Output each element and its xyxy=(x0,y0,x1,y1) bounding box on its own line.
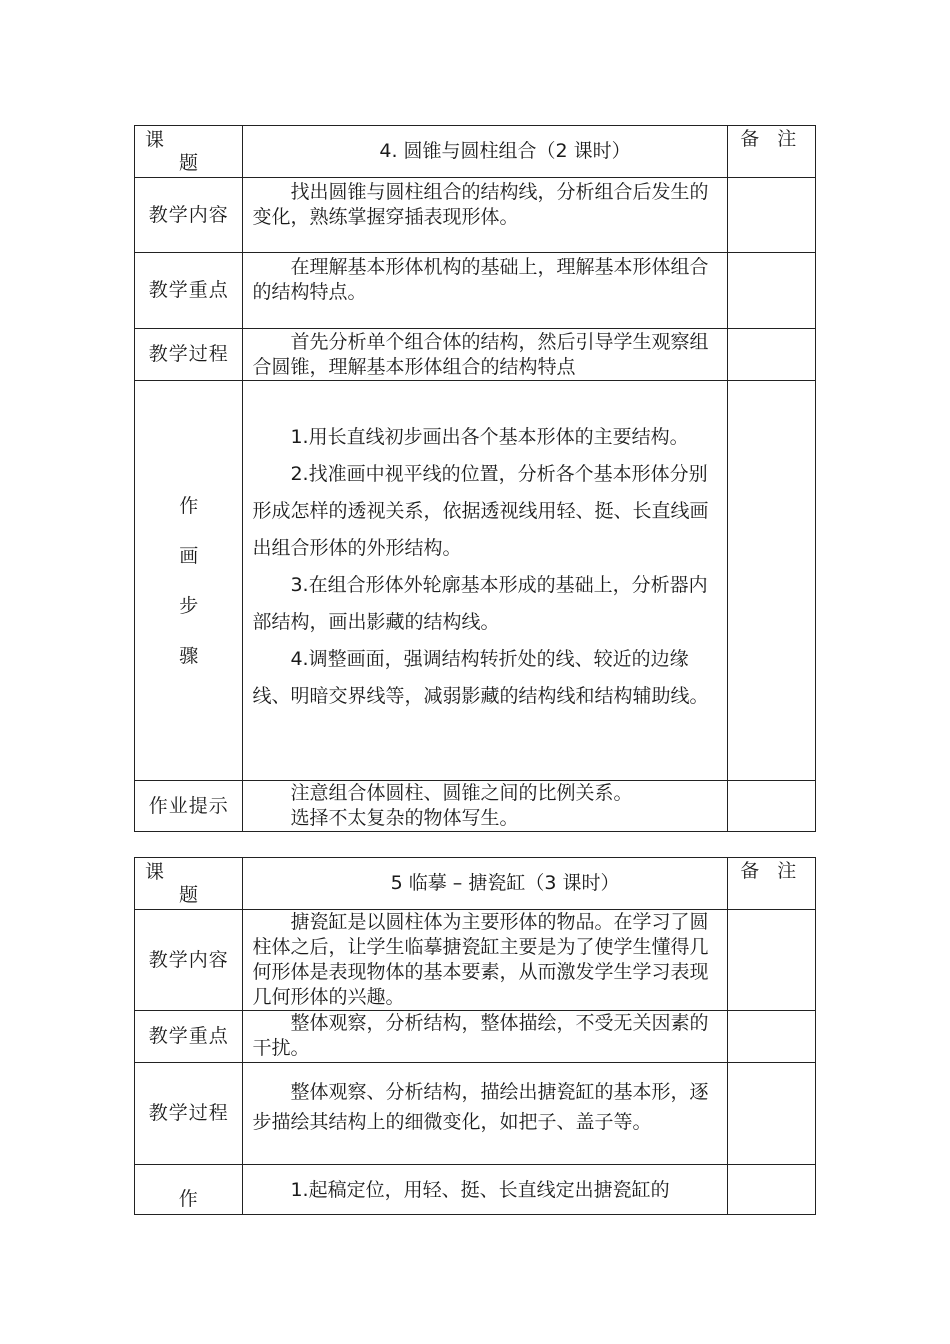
focus-cell xyxy=(243,253,727,329)
notes-cell xyxy=(727,381,815,781)
process-cell xyxy=(243,329,727,381)
process-label: 教学过程 xyxy=(135,1063,243,1165)
process-text: 首先分析单个组合体的结构，然后引导学生观察组合圆锥，理解基本形体组合的结构特点 xyxy=(252,331,709,378)
homework-row xyxy=(135,781,816,832)
process-cell xyxy=(243,1063,727,1165)
topic-label-char-1: 课 xyxy=(145,129,165,151)
notes-cell xyxy=(727,253,815,329)
topic-row xyxy=(135,858,816,910)
notes-cell xyxy=(727,178,815,253)
content-label: 教学内容 xyxy=(135,910,243,1011)
focus-cell xyxy=(243,1011,727,1063)
content-text: 找出圆锥与圆柱组合的结构线，分析组合后发生的变化，熟练掌握穿插表现形体。 xyxy=(252,181,709,228)
notes-cell xyxy=(727,329,815,381)
content-text: 搪瓷缸是以圆柱体为主要形体的物品。在学习了圆柱体之后，让学生临摹搪瓷缸主要是为了使学生懂得几何形体是表现物体的基本要素，从而激发学生学习表现几何形体的兴趣。 xyxy=(252,911,709,1008)
steps-row xyxy=(135,1165,816,1215)
lesson-title: 4. 圆锥与圆柱组合（2 课时） xyxy=(243,126,727,178)
steps-label-char: 步 xyxy=(179,594,199,617)
lesson-table-2 xyxy=(134,857,816,1215)
step-item: 2.找准画中视平线的位置，分析各个基本形体分别形成怎样的透视关系，依据透视线用轻、挺、长直线画出组合形体的外形结构。 xyxy=(252,463,709,559)
content-row xyxy=(135,178,816,253)
homework-line-1: 注意组合体圆柱、圆锥之间的比例关系。 xyxy=(290,782,633,804)
lesson-table-1 xyxy=(134,125,816,832)
homework-line-2: 选择不太复杂的物体写生。 xyxy=(290,807,519,829)
notes-cell xyxy=(727,910,815,1011)
steps-label xyxy=(135,1165,243,1215)
step-item: 1.起稿定位，用轻、挺、长直线定出搪瓷缸的 xyxy=(290,1179,670,1201)
steps-label-char: 作 xyxy=(179,494,199,517)
notes-cell xyxy=(727,1063,815,1165)
step-item: 3.在组合形体外轮廓基本形成的基础上，分析器内部结构，画出影藏的结构线。 xyxy=(252,574,708,633)
focus-row xyxy=(135,253,816,329)
step-item: 1.用长直线初步画出各个基本形体的主要结构。 xyxy=(290,426,689,448)
focus-label: 教学重点 xyxy=(135,253,243,329)
notes-cell xyxy=(727,1011,815,1063)
focus-row xyxy=(135,1011,816,1063)
steps-label-char: 作 xyxy=(178,1188,199,1210)
notes-header: 备 注 xyxy=(727,858,815,910)
content-cell xyxy=(243,910,727,1011)
notes-header: 备 注 xyxy=(727,126,815,178)
steps-label-char: 画 xyxy=(179,544,199,567)
topic-label-cell xyxy=(135,858,243,910)
process-row xyxy=(135,329,816,381)
homework-label: 作业提示 xyxy=(135,781,243,832)
content-cell xyxy=(243,178,727,253)
process-text: 整体观察、分析结构，描绘出搪瓷缸的基本形，逐步描绘其结构上的细微变化，如把子、盖子等。 xyxy=(252,1081,709,1133)
topic-row xyxy=(135,126,816,178)
notes-cell xyxy=(727,1165,815,1215)
process-row xyxy=(135,1063,816,1165)
topic-label-char-2: 题 xyxy=(179,152,199,174)
focus-text: 整体观察，分析结构，整体描绘，不受无关因素的干扰。 xyxy=(252,1012,709,1059)
topic-label-cell xyxy=(135,126,243,178)
topic-label-char-1: 课 xyxy=(145,861,165,883)
steps-row xyxy=(135,381,816,781)
process-label: 教学过程 xyxy=(135,329,243,381)
focus-label: 教学重点 xyxy=(135,1011,243,1063)
focus-text: 在理解基本形体机构的基础上，理解基本形体组合的结构特点。 xyxy=(252,256,709,303)
content-label: 教学内容 xyxy=(135,178,243,253)
content-row xyxy=(135,910,816,1011)
notes-cell xyxy=(727,781,815,832)
steps-cell xyxy=(243,381,727,781)
step-item: 4.调整画面，强调结构转折处的线、较近的边缘线、明暗交界线等，减弱影藏的结构线和结构辅助线。 xyxy=(252,648,709,707)
lesson-title: 5 临摹 – 搪瓷缸（3 课时） xyxy=(243,858,727,910)
steps-cell xyxy=(243,1165,727,1215)
steps-label-char: 骤 xyxy=(179,644,199,667)
topic-label-char-2: 题 xyxy=(179,884,199,906)
homework-cell xyxy=(243,781,727,832)
steps-label xyxy=(135,381,243,781)
